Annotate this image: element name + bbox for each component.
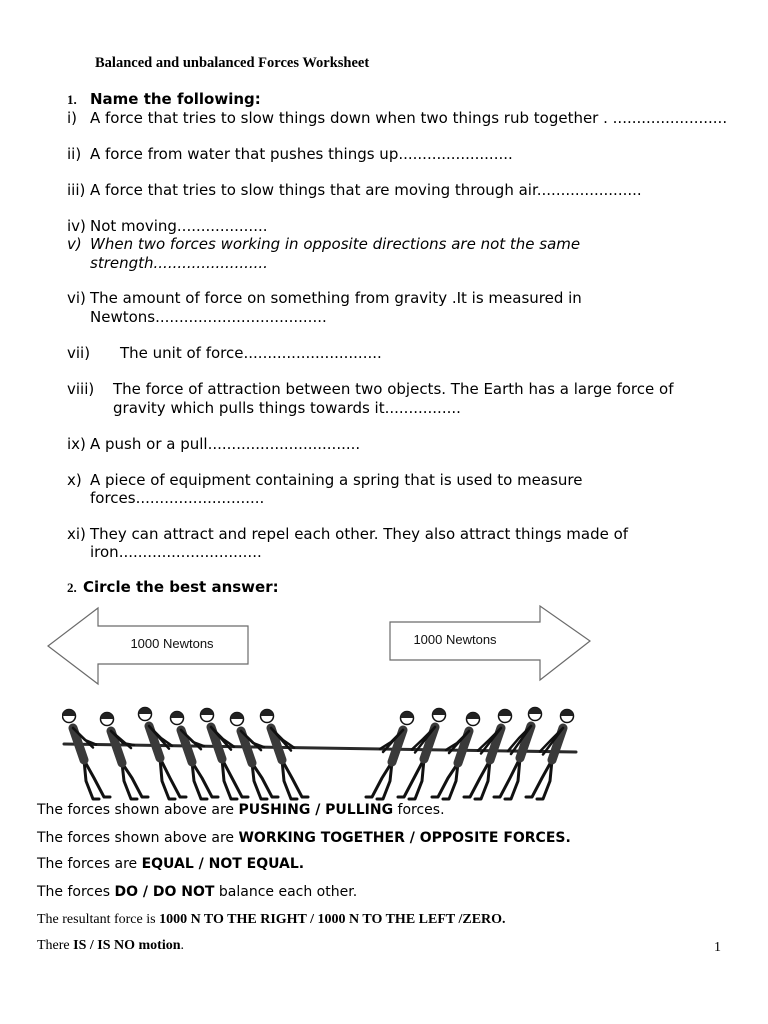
person-leg <box>282 760 308 797</box>
statement-together-opposite <box>37 829 571 847</box>
person-leg <box>366 762 392 797</box>
statement-text: The resultant force is <box>37 912 160 927</box>
item-label-x: x) <box>67 471 82 489</box>
answer-choices: 1000 N TO THE RIGHT / 1000 N TO THE LEFT /ZERO. <box>159 912 506 927</box>
force-arrows-diagram <box>0 598 768 694</box>
section-1-heading: Name the following: <box>90 90 261 108</box>
item-text-viii-continued: gravity which pulls things towards it................ <box>113 399 461 417</box>
item-label-i: i) <box>67 109 78 127</box>
person-leg <box>160 758 186 797</box>
statement-equal <box>37 855 304 873</box>
section-1-number: 1. <box>67 92 77 107</box>
item-text-x-continued: forces........................... <box>90 489 265 507</box>
item-label-iv: iv) <box>67 217 86 235</box>
item-text-iii: A force that tries to slow things that are moving through air...................... <box>90 181 642 199</box>
person-leg <box>526 760 552 797</box>
item-label-ii: ii) <box>67 145 82 163</box>
item-text-xi-continued: iron.............................. <box>90 543 262 561</box>
item-label-vii: vii) <box>67 344 91 362</box>
item-label-v: v) <box>67 235 82 253</box>
person-leg <box>464 760 490 797</box>
item-text-iv: Not moving................... <box>90 217 268 235</box>
statement-text-end: forces. <box>393 802 445 818</box>
section-2-number: 2. <box>67 580 77 595</box>
statement-push-pull <box>37 801 445 819</box>
answer-choices: WORKING TOGETHER / OPPOSITE FORCES. <box>238 830 571 846</box>
item-text-ii: A force from water that pushes things up........................ <box>90 145 513 163</box>
page-number: 1 <box>714 940 721 955</box>
statement-text: The forces are <box>37 856 142 872</box>
statement-motion <box>37 937 184 955</box>
item-text-x: A piece of equipment containing a spring that is used to measure <box>90 471 583 489</box>
answer-choices: EQUAL / NOT EQUAL. <box>141 856 305 872</box>
answer-choices: DO / DO NOT <box>114 884 215 900</box>
item-text-vii: The unit of force............................. <box>120 344 382 362</box>
section-2-heading: Circle the best answer: <box>83 578 279 596</box>
tug-of-war-illustration <box>62 700 578 804</box>
person-leg <box>192 762 218 797</box>
person-leg <box>252 763 278 797</box>
person-leg <box>84 760 110 797</box>
statement-balance <box>37 883 357 901</box>
item-text-xi: They can attract and repel each other. They also attract things made of <box>90 525 629 543</box>
right-force-label: 1000 Newtons <box>413 632 497 647</box>
statement-resultant-force <box>37 911 506 929</box>
item-label-vi: vi) <box>67 289 86 307</box>
item-label-iii: iii) <box>67 181 86 199</box>
item-text-i: A force that tries to slow things down when two things rub together . ........................ <box>90 109 728 127</box>
item-text-v-continued: strength........................ <box>90 254 268 272</box>
person-leg <box>494 758 520 797</box>
item-label-xi: xi) <box>67 525 86 543</box>
item-text-vi-continued: Newtons.................................... <box>90 308 327 326</box>
person-leg <box>122 763 148 797</box>
worksheet-title: Balanced and unbalanced Forces Worksheet <box>95 55 370 71</box>
left-force-label: 1000 Newtons <box>130 636 214 651</box>
answer-choices: PUSHING / PULLING <box>238 802 394 818</box>
statement-text: The forces shown above are <box>37 830 239 846</box>
answer-choices: IS / IS NO motion <box>73 938 181 953</box>
statement-text: The forces shown above are <box>37 802 239 818</box>
statement-text: The forces <box>37 884 115 900</box>
tug-of-war-person <box>366 712 414 800</box>
tug-of-war-person <box>101 713 149 800</box>
person-leg <box>432 763 458 797</box>
item-text-ix: A push or a pull................................ <box>90 435 361 453</box>
item-text-viii: The force of attraction between two objects. The Earth has a large force of <box>113 380 674 398</box>
item-text-vi: The amount of force on something from gravity .It is measured in <box>90 289 582 307</box>
item-text-v: When two forces working in opposite directions are not the same <box>90 235 581 253</box>
statement-text-end: . <box>180 938 185 953</box>
item-label-viii: viii) <box>67 380 95 398</box>
item-label-ix: ix) <box>67 435 86 453</box>
person-leg <box>398 759 424 797</box>
statement-text-end: balance each other. <box>214 884 358 900</box>
person-leg <box>222 759 248 797</box>
statement-text: There <box>37 938 74 953</box>
